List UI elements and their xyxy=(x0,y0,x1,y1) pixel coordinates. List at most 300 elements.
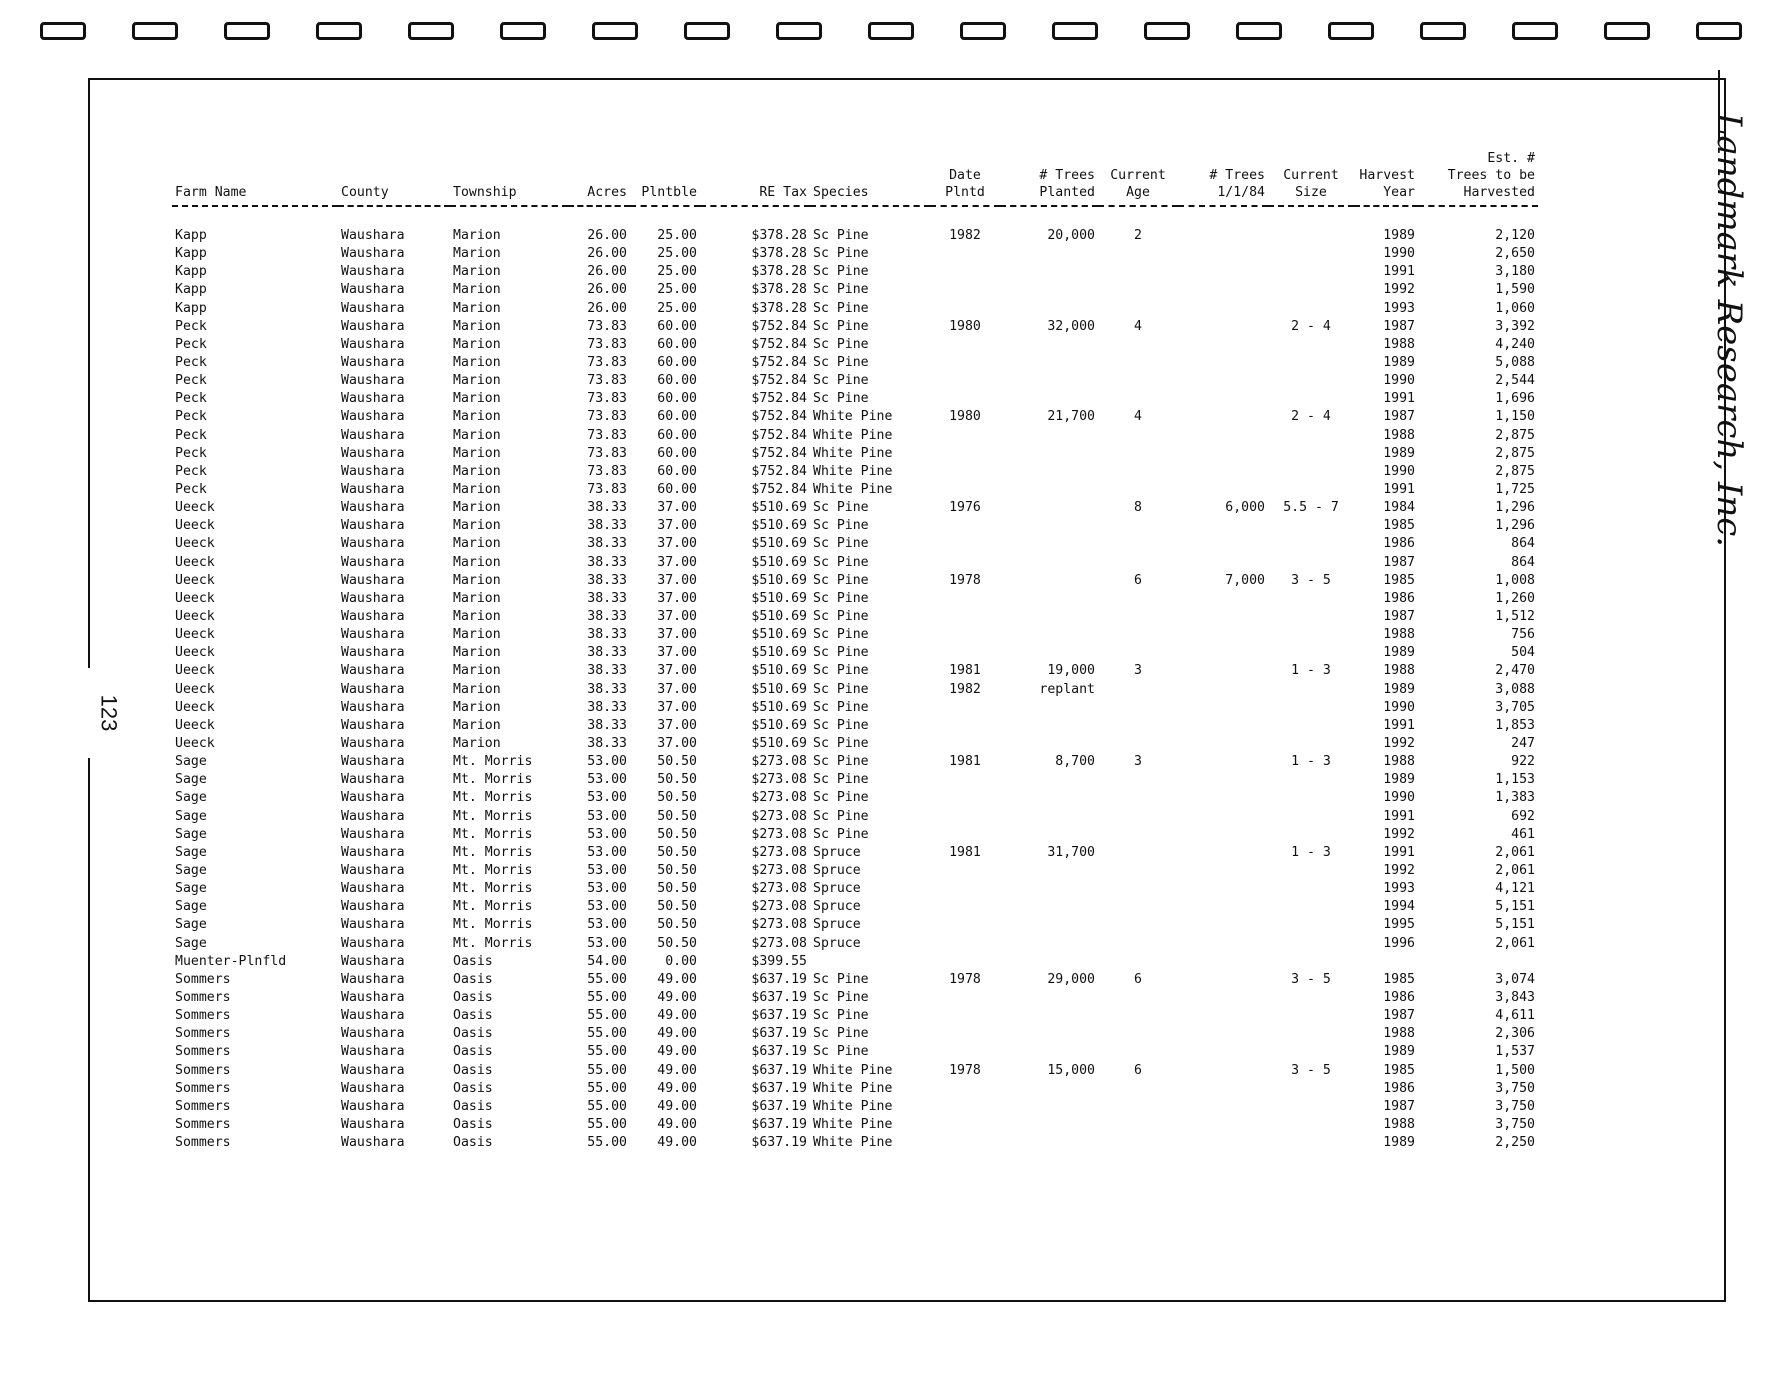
cell-est-trees-harvested: 5,151 xyxy=(1495,899,1535,915)
cell-trees-planted: 31,700 xyxy=(1047,844,1095,860)
cell-est-trees-harvested: 2,061 xyxy=(1495,844,1535,860)
cell-trees-planted xyxy=(1000,281,1098,299)
cell-species: Sc Pine xyxy=(813,754,869,770)
cell-current-size xyxy=(1268,989,1354,1007)
cell-trees-1-1-84 xyxy=(1178,1025,1268,1043)
cell-county: Waushara xyxy=(341,1044,405,1060)
cell-current-size xyxy=(1268,1043,1354,1061)
table-row xyxy=(172,535,1538,553)
cell-trees-planted xyxy=(1000,1025,1098,1043)
cell-current-size xyxy=(1268,535,1354,553)
table-row xyxy=(172,300,1538,318)
cell-county: Waushara xyxy=(341,899,405,915)
cell-est-trees-harvested: 3,392 xyxy=(1495,318,1535,334)
cell-re-tax: $510.69 xyxy=(751,681,807,697)
cell-farm-name: Sommers xyxy=(175,1008,231,1024)
cell-farm-name: Ueeck xyxy=(175,717,215,733)
cell-harvest-year: 1987 xyxy=(1383,609,1415,625)
table-row xyxy=(172,753,1538,771)
cell-trees-1-1-84 xyxy=(1178,789,1268,807)
cell-plntble: 37.00 xyxy=(657,554,697,570)
cell-current-size xyxy=(1268,717,1354,735)
cell-county: Waushara xyxy=(341,518,405,534)
binder-hole xyxy=(316,22,362,40)
table-row xyxy=(172,626,1538,644)
cell-harvest-year: 1991 xyxy=(1383,264,1415,280)
cell-species: Sc Pine xyxy=(813,790,869,806)
cell-current-age xyxy=(1098,1098,1178,1116)
cell-re-tax: $637.19 xyxy=(751,1008,807,1024)
cell-est-trees-harvested: 2,061 xyxy=(1495,862,1535,878)
cell-county: Waushara xyxy=(341,246,405,262)
column-header-acres: Acres xyxy=(568,150,630,206)
cell-plntble: 49.00 xyxy=(657,1062,697,1078)
cell-current-size xyxy=(1268,626,1354,644)
cell-acres: 55.00 xyxy=(587,1044,627,1060)
cell-current-age xyxy=(1098,427,1178,445)
cell-acres: 38.33 xyxy=(587,681,627,697)
cell-species: White Pine xyxy=(813,1116,893,1132)
cell-harvest-year: 1987 xyxy=(1383,554,1415,570)
cell-current-age xyxy=(1098,644,1178,662)
cell-re-tax: $510.69 xyxy=(751,590,807,606)
cell-current-age xyxy=(1098,245,1178,263)
cell-township: Oasis xyxy=(453,1135,493,1151)
cell-trees-1-1-84 xyxy=(1178,300,1268,318)
cell-re-tax: $752.84 xyxy=(751,409,807,425)
cell-county: Waushara xyxy=(341,336,405,352)
cell-farm-name: Sage xyxy=(175,826,207,842)
cell-current-size xyxy=(1268,916,1354,934)
cell-est-trees-harvested: 247 xyxy=(1511,736,1535,751)
cell-township: Mt. Morris xyxy=(453,844,533,860)
cell-farm-name: Peck xyxy=(175,355,207,371)
cell-farm-name: Sommers xyxy=(175,1026,231,1042)
cell-current-size xyxy=(1268,1116,1354,1134)
cell-est-trees-harvested: 1,296 xyxy=(1495,500,1535,516)
column-header-current-age: Current Age xyxy=(1098,150,1178,206)
cell-re-tax: $399.55 xyxy=(751,953,807,969)
cell-current-size xyxy=(1268,390,1354,408)
table-row xyxy=(172,735,1538,753)
cell-trees-planted xyxy=(1000,1007,1098,1025)
cell-re-tax: $510.69 xyxy=(751,663,807,679)
cell-current-size xyxy=(1268,681,1354,699)
cell-trees-1-1-84 xyxy=(1178,1061,1268,1079)
cell-township: Mt. Morris xyxy=(453,826,533,842)
cell-species: Sc Pine xyxy=(813,355,869,371)
cell-re-tax: $752.84 xyxy=(751,318,807,334)
cell-species: White Pine xyxy=(813,1080,893,1096)
table-row xyxy=(172,1098,1538,1116)
column-header-harvest-year: Harvest Year xyxy=(1354,150,1418,206)
cell-acres: 53.00 xyxy=(587,899,627,915)
cell-species: Sc Pine xyxy=(813,264,869,280)
cell-est-trees-harvested: 1,260 xyxy=(1495,590,1535,606)
cell-date-plntd xyxy=(930,535,1000,553)
cell-current-age xyxy=(1098,354,1178,372)
cell-township: Mt. Morris xyxy=(453,917,533,933)
cell-harvest-year: 1988 xyxy=(1383,427,1415,443)
cell-acres: 38.33 xyxy=(587,554,627,570)
cell-county: Waushara xyxy=(341,953,405,969)
cell-trees-1-1-84 xyxy=(1178,590,1268,608)
cell-species: Spruce xyxy=(813,881,861,897)
cell-species: Sc Pine xyxy=(813,681,869,697)
cell-farm-name: Sage xyxy=(175,862,207,878)
cell-date-plntd xyxy=(930,263,1000,281)
cell-trees-1-1-84 xyxy=(1178,517,1268,535)
cell-current-size xyxy=(1268,934,1354,952)
cell-farm-name: Peck xyxy=(175,373,207,389)
table-row xyxy=(172,662,1538,680)
cell-farm-name: Kapp xyxy=(175,264,207,280)
cell-est-trees-harvested: 4,611 xyxy=(1495,1008,1535,1024)
cell-current-age: 4 xyxy=(1134,409,1142,425)
cell-farm-name: Peck xyxy=(175,427,207,443)
cell-species: Sc Pine xyxy=(813,336,869,352)
cell-plntble: 37.00 xyxy=(657,699,697,715)
cell-trees-1-1-84: 6,000 xyxy=(1225,500,1265,516)
cell-trees-1-1-84 xyxy=(1178,862,1268,880)
cell-township: Marion xyxy=(453,409,501,425)
cell-est-trees-harvested: 2,306 xyxy=(1495,1026,1535,1042)
cell-trees-planted xyxy=(1000,245,1098,263)
cell-trees-planted xyxy=(1000,263,1098,281)
cell-county: Waushara xyxy=(341,463,405,479)
cell-date-plntd xyxy=(930,735,1000,753)
table-row xyxy=(172,445,1538,463)
cell-species: Sc Pine xyxy=(813,717,869,733)
cell-est-trees-harvested: 2,650 xyxy=(1495,246,1535,262)
cell-species: Sc Pine xyxy=(813,699,869,715)
cell-township: Oasis xyxy=(453,1116,493,1132)
cell-current-age: 8 xyxy=(1134,500,1142,516)
cell-acres: 73.83 xyxy=(587,409,627,425)
cell-current-size: 1 - 3 xyxy=(1291,663,1331,679)
table-row xyxy=(172,517,1538,535)
cell-current-size: 5.5 - 7 xyxy=(1283,500,1339,516)
cell-current-size xyxy=(1268,590,1354,608)
cell-est-trees-harvested: 692 xyxy=(1511,808,1535,824)
cell-harvest-year: 1990 xyxy=(1383,463,1415,479)
cell-plntble: 49.00 xyxy=(657,1008,697,1024)
cell-township: Marion xyxy=(453,246,501,262)
table-row xyxy=(172,354,1538,372)
cell-est-trees-harvested: 1,153 xyxy=(1495,772,1535,788)
cell-acres: 26.00 xyxy=(587,264,627,280)
cell-farm-name: Sage xyxy=(175,881,207,897)
cell-acres: 73.83 xyxy=(587,427,627,443)
cell-est-trees-harvested: 1,500 xyxy=(1495,1062,1535,1078)
cell-farm-name: Peck xyxy=(175,445,207,461)
cell-current-size xyxy=(1268,245,1354,263)
binder-hole xyxy=(776,22,822,40)
cell-farm-name: Sage xyxy=(175,899,207,915)
cell-county: Waushara xyxy=(341,1098,405,1114)
cell-township: Oasis xyxy=(453,1026,493,1042)
binder-hole xyxy=(1696,22,1742,40)
cell-current-age xyxy=(1098,953,1178,971)
cell-township: Marion xyxy=(453,518,501,534)
cell-acres: 55.00 xyxy=(587,989,627,1005)
cell-est-trees-harvested: 4,240 xyxy=(1495,336,1535,352)
cell-acres: 73.83 xyxy=(587,391,627,407)
cell-plntble: 37.00 xyxy=(657,627,697,643)
cell-farm-name: Ueeck xyxy=(175,736,215,751)
cell-county: Waushara xyxy=(341,826,405,842)
page-number: 123 xyxy=(96,694,121,732)
page-number-box xyxy=(88,668,128,758)
cell-acres: 54.00 xyxy=(587,953,627,969)
cell-harvest-year: 1995 xyxy=(1383,917,1415,933)
cell-township: Mt. Morris xyxy=(453,881,533,897)
cell-current-size xyxy=(1268,206,1354,245)
cell-county: Waushara xyxy=(341,844,405,860)
cell-county: Waushara xyxy=(341,355,405,371)
cell-date-plntd xyxy=(930,953,1000,971)
cell-plntble: 49.00 xyxy=(657,1080,697,1096)
cell-date-plntd xyxy=(930,898,1000,916)
cell-plntble: 50.50 xyxy=(657,754,697,770)
cell-current-age: 6 xyxy=(1134,572,1142,588)
cell-current-age xyxy=(1098,989,1178,1007)
cell-township: Marion xyxy=(453,699,501,715)
cell-current-age xyxy=(1098,808,1178,826)
cell-trees-1-1-84 xyxy=(1178,644,1268,662)
cell-current-size xyxy=(1268,898,1354,916)
cell-re-tax: $273.08 xyxy=(751,881,807,897)
cell-species: Spruce xyxy=(813,899,861,915)
cell-est-trees-harvested: 3,088 xyxy=(1495,681,1535,697)
cell-re-tax: $273.08 xyxy=(751,826,807,842)
table-row xyxy=(172,318,1538,336)
cell-harvest-year: 1988 xyxy=(1383,1116,1415,1132)
cell-acres: 38.33 xyxy=(587,663,627,679)
cell-plntble: 25.00 xyxy=(657,282,697,298)
cell-date-plntd xyxy=(930,1007,1000,1025)
table-row xyxy=(172,263,1538,281)
cell-species: Spruce xyxy=(813,862,861,878)
cell-est-trees-harvested: 3,750 xyxy=(1495,1098,1535,1114)
cell-harvest-year: 1986 xyxy=(1383,590,1415,606)
cell-trees-planted xyxy=(1000,390,1098,408)
cell-county: Waushara xyxy=(341,663,405,679)
cell-harvest-year: 1986 xyxy=(1383,536,1415,552)
cell-harvest-year: 1986 xyxy=(1383,989,1415,1005)
cell-township: Marion xyxy=(453,427,501,443)
cell-date-plntd xyxy=(930,463,1000,481)
cell-county: Waushara xyxy=(341,318,405,334)
cell-trees-planted xyxy=(1000,1116,1098,1134)
binder-hole xyxy=(1052,22,1098,40)
cell-current-age xyxy=(1098,481,1178,499)
cell-trees-planted xyxy=(1000,789,1098,807)
cell-farm-name: Muenter-Plnfld xyxy=(175,953,287,969)
cell-county: Waushara xyxy=(341,536,405,552)
cell-trees-1-1-84 xyxy=(1178,1043,1268,1061)
cell-acres: 38.33 xyxy=(587,699,627,715)
cell-species: Sc Pine xyxy=(813,282,869,298)
cell-re-tax: $637.19 xyxy=(751,971,807,987)
cell-farm-name: Ueeck xyxy=(175,536,215,552)
cell-county: Waushara xyxy=(341,373,405,389)
cell-acres: 38.33 xyxy=(587,736,627,751)
cell-harvest-year: 1992 xyxy=(1383,736,1415,751)
column-header-trees-1-1-84: # Trees 1/1/84 xyxy=(1178,150,1268,206)
cell-farm-name: Sommers xyxy=(175,1098,231,1114)
cell-acres: 53.00 xyxy=(587,844,627,860)
cell-current-age xyxy=(1098,1134,1178,1152)
cell-date-plntd xyxy=(930,390,1000,408)
cell-trees-planted xyxy=(1000,862,1098,880)
cell-county: Waushara xyxy=(341,772,405,788)
cell-acres: 53.00 xyxy=(587,826,627,842)
cell-est-trees-harvested: 2,875 xyxy=(1495,463,1535,479)
cell-species: Sc Pine xyxy=(813,1008,869,1024)
binder-hole xyxy=(1604,22,1650,40)
cell-trees-planted xyxy=(1000,717,1098,735)
cell-township: Marion xyxy=(453,228,501,244)
cell-trees-1-1-84 xyxy=(1178,608,1268,626)
cell-est-trees-harvested: 3,843 xyxy=(1495,989,1535,1005)
cell-plntble: 50.50 xyxy=(657,881,697,897)
table-row xyxy=(172,608,1538,626)
binder-holes xyxy=(40,22,1770,62)
column-header-date-plntd: Date Plntd xyxy=(930,150,1000,206)
cell-date-plntd: 1980 xyxy=(949,318,981,334)
cell-date-plntd xyxy=(930,934,1000,952)
cell-date-plntd xyxy=(930,717,1000,735)
cell-trees-1-1-84 xyxy=(1178,372,1268,390)
cell-current-age xyxy=(1098,445,1178,463)
cell-county: Waushara xyxy=(341,500,405,516)
cell-current-size xyxy=(1268,427,1354,445)
cell-plntble: 60.00 xyxy=(657,427,697,443)
cell-farm-name: Sommers xyxy=(175,971,231,987)
side-annotation xyxy=(1674,112,1784,548)
cell-date-plntd: 1980 xyxy=(949,409,981,425)
cell-farm-name: Sage xyxy=(175,808,207,824)
cell-trees-planted xyxy=(1000,699,1098,717)
cell-trees-planted xyxy=(1000,1134,1098,1152)
cell-plntble: 25.00 xyxy=(657,246,697,262)
cell-acres: 26.00 xyxy=(587,282,627,298)
cell-date-plntd xyxy=(930,608,1000,626)
cell-re-tax: $510.69 xyxy=(751,536,807,552)
cell-date-plntd xyxy=(930,336,1000,354)
cell-re-tax: $637.19 xyxy=(751,989,807,1005)
cell-plntble: 37.00 xyxy=(657,663,697,679)
cell-trees-1-1-84 xyxy=(1178,934,1268,952)
cell-county: Waushara xyxy=(341,300,405,316)
cell-county: Waushara xyxy=(341,427,405,443)
cell-date-plntd xyxy=(930,1134,1000,1152)
cell-township: Oasis xyxy=(453,1008,493,1024)
cell-plntble: 37.00 xyxy=(657,536,697,552)
cell-current-age: 6 xyxy=(1134,971,1142,987)
table-row xyxy=(172,463,1538,481)
cell-est-trees-harvested: 1,060 xyxy=(1495,300,1535,316)
cell-trees-1-1-84 xyxy=(1178,318,1268,336)
cell-plntble: 60.00 xyxy=(657,391,697,407)
table-row xyxy=(172,681,1538,699)
cell-acres: 55.00 xyxy=(587,1098,627,1114)
cell-harvest-year: 1988 xyxy=(1383,627,1415,643)
cell-current-size xyxy=(1268,1134,1354,1152)
cell-est-trees-harvested: 1,853 xyxy=(1495,717,1535,733)
cell-species: Sc Pine xyxy=(813,518,869,534)
cell-current-age xyxy=(1098,916,1178,934)
cell-current-size xyxy=(1268,880,1354,898)
cell-current-age xyxy=(1098,789,1178,807)
cell-county: Waushara xyxy=(341,699,405,715)
cell-county: Waushara xyxy=(341,609,405,625)
cell-re-tax: $752.84 xyxy=(751,373,807,389)
cell-harvest-year: 1985 xyxy=(1383,1062,1415,1078)
cell-township: Marion xyxy=(453,264,501,280)
cell-acres: 53.00 xyxy=(587,808,627,824)
cell-harvest-year: 1987 xyxy=(1383,409,1415,425)
cell-current-age xyxy=(1098,862,1178,880)
column-header-species: Species xyxy=(810,150,930,206)
cell-current-size xyxy=(1268,463,1354,481)
cell-date-plntd xyxy=(930,427,1000,445)
cell-harvest-year: 1992 xyxy=(1383,826,1415,842)
cell-trees-planted: 8,700 xyxy=(1055,754,1095,770)
cell-acres: 55.00 xyxy=(587,971,627,987)
cell-date-plntd xyxy=(930,1025,1000,1043)
cell-acres: 38.33 xyxy=(587,536,627,552)
cell-township: Marion xyxy=(453,482,501,498)
cell-date-plntd: 1981 xyxy=(949,754,981,770)
cell-trees-planted xyxy=(1000,1080,1098,1098)
cell-township: Marion xyxy=(453,282,501,298)
cell-est-trees-harvested: 1,537 xyxy=(1495,1044,1535,1060)
cell-plntble: 50.50 xyxy=(657,917,697,933)
cell-species: Sc Pine xyxy=(813,663,869,679)
cell-trees-1-1-84 xyxy=(1178,336,1268,354)
cell-county: Waushara xyxy=(341,554,405,570)
cell-harvest-year: 1989 xyxy=(1383,445,1415,461)
cell-trees-1-1-84 xyxy=(1178,735,1268,753)
cell-current-size: 1 - 3 xyxy=(1291,844,1331,860)
column-header-current-size: Current Size xyxy=(1268,150,1354,206)
cell-county: Waushara xyxy=(341,264,405,280)
cell-farm-name: Peck xyxy=(175,409,207,425)
cell-current-size xyxy=(1268,1007,1354,1025)
cell-date-plntd: 1978 xyxy=(949,1062,981,1078)
cell-harvest-year: 1986 xyxy=(1383,1080,1415,1096)
cell-township: Marion xyxy=(453,572,501,588)
cell-species: Sc Pine xyxy=(813,300,869,316)
cell-trees-1-1-84 xyxy=(1178,771,1268,789)
cell-re-tax: $752.84 xyxy=(751,427,807,443)
cell-harvest-year: 1989 xyxy=(1383,645,1415,661)
cell-species: Sc Pine xyxy=(813,989,869,1005)
cell-county: Waushara xyxy=(341,1008,405,1024)
cell-current-age xyxy=(1098,463,1178,481)
cell-trees-1-1-84 xyxy=(1178,880,1268,898)
cell-county: Waushara xyxy=(341,790,405,806)
cell-date-plntd: 1976 xyxy=(949,500,981,516)
cell-county: Waushara xyxy=(341,989,405,1005)
cell-current-age xyxy=(1098,844,1178,862)
cell-harvest-year: 1989 xyxy=(1383,1135,1415,1151)
cell-harvest-year: 1985 xyxy=(1383,572,1415,588)
cell-current-size xyxy=(1268,1098,1354,1116)
cell-township: Mt. Morris xyxy=(453,935,533,951)
